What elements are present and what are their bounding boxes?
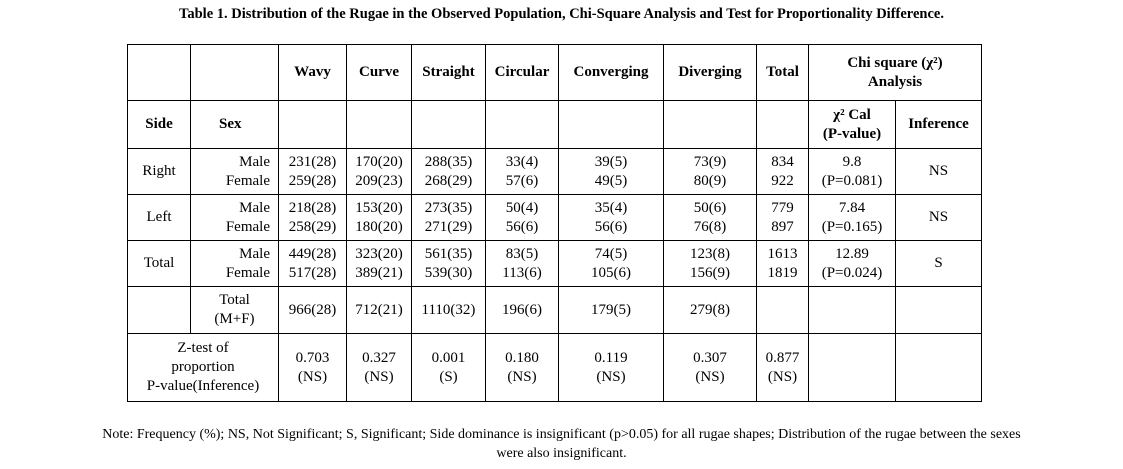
empty-cell xyxy=(128,287,191,334)
header-row-side xyxy=(128,101,982,149)
col-header-chi-square xyxy=(809,45,982,101)
group-row-left xyxy=(128,195,982,241)
table-caption: Table 1. Distribution of the Rugae in the Observed Population, Chi-Square Analysis and Test for Proportionality Difference. xyxy=(179,6,944,22)
male-value: 74(5) xyxy=(594,245,628,262)
chi-cell xyxy=(809,241,896,287)
total-mf-value: 279(8) xyxy=(664,287,757,334)
empty-cell xyxy=(664,101,757,149)
female-value: 209(23) xyxy=(355,172,403,189)
sex-female: Female xyxy=(225,172,270,189)
chi-cal-line1: χ² Cal xyxy=(833,106,871,123)
ztest-label-line3: P-value(Inference) xyxy=(146,378,260,394)
value-cell xyxy=(664,149,757,195)
p-value: (P=0.165) xyxy=(821,218,883,235)
female-value: 105(6) xyxy=(591,264,631,281)
empty-cell xyxy=(896,287,982,334)
female-value: 268(29) xyxy=(424,172,473,189)
female-value: 1819 xyxy=(767,264,798,281)
ztest-p: 0.180 xyxy=(505,349,539,366)
header-row-shapes xyxy=(128,45,982,101)
empty-cell xyxy=(191,45,279,101)
female-value: 389(21) xyxy=(355,264,403,281)
male-value: 170(20) xyxy=(355,153,403,170)
value-cell xyxy=(347,195,412,241)
col-header-curve: Curve xyxy=(347,45,412,101)
ztest-label xyxy=(128,334,279,402)
col-header-sex: Sex xyxy=(191,101,279,149)
value-cell xyxy=(412,241,486,287)
female-value: 259(28) xyxy=(288,172,337,189)
female-value: 922 xyxy=(771,172,794,189)
female-value: 56(6) xyxy=(594,218,628,235)
empty-cell xyxy=(896,334,982,402)
ztest-row xyxy=(128,334,982,402)
chi-value: 7.84 xyxy=(838,199,866,216)
inference-cell: NS xyxy=(896,195,982,241)
value-cell xyxy=(412,195,486,241)
sex-male: Male xyxy=(239,153,270,170)
empty-cell xyxy=(809,287,896,334)
ztest-p: 0.119 xyxy=(594,349,628,366)
male-value: 561(35) xyxy=(424,245,473,262)
sex-male: Male xyxy=(239,245,270,262)
chi-value: 9.8 xyxy=(842,153,862,170)
empty-cell xyxy=(757,101,809,149)
value-cell xyxy=(559,195,664,241)
ztest-value xyxy=(347,334,412,402)
inference-cell: NS xyxy=(896,149,982,195)
side-label: Total xyxy=(128,241,191,287)
empty-cell xyxy=(559,101,664,149)
sex-cell xyxy=(191,195,279,241)
total-mf-row xyxy=(128,287,982,334)
empty-cell xyxy=(412,101,486,149)
rugae-table xyxy=(127,44,982,402)
ztest-value xyxy=(664,334,757,402)
empty-cell xyxy=(347,101,412,149)
total-mf-label-line2: (M+F) xyxy=(214,311,255,327)
ztest-inference: (NS) xyxy=(695,368,725,385)
female-value: 258(29) xyxy=(288,218,337,235)
male-value: 50(6) xyxy=(693,199,727,216)
chi-cell xyxy=(809,195,896,241)
value-cell xyxy=(757,149,809,195)
female-value: 517(28) xyxy=(288,264,337,281)
sex-female: Female xyxy=(225,264,270,281)
ztest-p: 0.877 xyxy=(765,349,800,366)
male-value: 83(5) xyxy=(505,245,539,262)
male-value: 39(5) xyxy=(594,153,628,170)
value-cell xyxy=(486,241,559,287)
male-value: 50(4) xyxy=(505,199,539,216)
value-cell xyxy=(664,241,757,287)
group-row-total xyxy=(128,241,982,287)
ztest-p: 0.327 xyxy=(362,349,396,366)
male-value: 834 xyxy=(771,153,794,170)
value-cell xyxy=(757,241,809,287)
male-value: 218(28) xyxy=(288,199,337,216)
ztest-value xyxy=(559,334,664,402)
ztest-inference: (NS) xyxy=(364,368,394,385)
chi-value: 12.89 xyxy=(835,245,869,262)
value-cell xyxy=(559,241,664,287)
note-line1: Note: Frequency (%); NS, Not Significant; S, Significant; Side dominance is insignificant (p>0.05) for all rugae shapes; Distribution of the rugae between the sexes xyxy=(102,427,1021,442)
table-note xyxy=(0,425,1123,463)
female-value: 113(6) xyxy=(502,264,542,281)
value-cell xyxy=(757,195,809,241)
ztest-p: 0.001 xyxy=(431,349,466,366)
female-value: 539(30) xyxy=(424,264,473,281)
value-cell xyxy=(347,149,412,195)
value-cell xyxy=(486,195,559,241)
female-value: 180(20) xyxy=(355,218,403,235)
male-value: 35(4) xyxy=(594,199,628,216)
value-cell xyxy=(347,241,412,287)
col-header-chi-cal xyxy=(809,101,896,149)
col-header-inference: Inference xyxy=(896,101,982,149)
ztest-value xyxy=(486,334,559,402)
male-value: 231(28) xyxy=(288,153,337,170)
ztest-p: 0.703 xyxy=(295,349,330,366)
male-value: 288(35) xyxy=(424,153,473,170)
sex-male: Male xyxy=(239,199,270,216)
sex-female: Female xyxy=(225,218,270,235)
female-value: 49(5) xyxy=(594,172,628,189)
male-value: 273(35) xyxy=(424,199,473,216)
col-header-side: Side xyxy=(128,101,191,149)
total-mf-value: 196(6) xyxy=(486,287,559,334)
female-value: 156(9) xyxy=(690,264,730,281)
ztest-inference: (NS) xyxy=(297,368,328,385)
ztest-value xyxy=(412,334,486,402)
male-value: 153(20) xyxy=(355,199,403,216)
female-value: 80(9) xyxy=(693,172,727,189)
ztest-inference: (S) xyxy=(439,368,458,385)
chi-title-line1: Chi square (χ²) xyxy=(847,54,943,71)
male-value: 123(8) xyxy=(690,245,730,262)
value-cell xyxy=(559,149,664,195)
ztest-value xyxy=(279,334,347,402)
value-cell xyxy=(279,149,347,195)
female-value: 57(6) xyxy=(505,172,539,189)
side-label: Right xyxy=(128,149,191,195)
col-header-converging: Converging xyxy=(559,45,664,101)
col-header-diverging: Diverging xyxy=(664,45,757,101)
value-cell xyxy=(279,241,347,287)
value-cell xyxy=(279,195,347,241)
ztest-p: 0.307 xyxy=(693,349,727,366)
col-header-wavy: Wavy xyxy=(279,45,347,101)
sex-cell xyxy=(191,241,279,287)
note-line2: were also insignificant. xyxy=(496,446,627,461)
chi-cell xyxy=(809,149,896,195)
value-cell xyxy=(486,149,559,195)
male-value: 73(9) xyxy=(693,153,727,170)
female-value: 271(29) xyxy=(424,218,473,235)
ztest-label-line2: proportion xyxy=(171,359,235,375)
empty-cell xyxy=(809,334,896,402)
side-label: Left xyxy=(128,195,191,241)
empty-cell xyxy=(279,101,347,149)
value-cell xyxy=(412,149,486,195)
col-header-circular: Circular xyxy=(486,45,559,101)
col-header-straight: Straight xyxy=(412,45,486,101)
empty-cell xyxy=(486,101,559,149)
total-mf-label-line1: Total xyxy=(219,292,250,308)
p-value: (P=0.081) xyxy=(821,172,883,189)
ztest-inference: (NS) xyxy=(767,368,798,385)
total-mf-value: 179(5) xyxy=(559,287,664,334)
male-value: 323(20) xyxy=(355,245,403,262)
total-mf-value: 1110(32) xyxy=(412,287,486,334)
sex-cell xyxy=(191,149,279,195)
chi-cal-line2: (P-value) xyxy=(822,125,882,142)
col-header-total: Total xyxy=(757,45,809,101)
value-cell xyxy=(664,195,757,241)
ztest-inference: (NS) xyxy=(596,368,626,385)
empty-cell xyxy=(757,287,809,334)
male-value: 1613 xyxy=(767,245,798,262)
female-value: 76(8) xyxy=(693,218,727,235)
total-mf-value: 712(21) xyxy=(347,287,412,334)
female-value: 56(6) xyxy=(505,218,539,235)
p-value: (P=0.024) xyxy=(821,264,883,281)
male-value: 33(4) xyxy=(505,153,539,170)
inference-cell: S xyxy=(896,241,982,287)
total-mf-value: 966(28) xyxy=(279,287,347,334)
ztest-inference: (NS) xyxy=(507,368,537,385)
male-value: 779 xyxy=(771,199,794,216)
ztest-value xyxy=(757,334,809,402)
ztest-label-line1: Z-test of xyxy=(177,340,229,356)
empty-cell xyxy=(128,45,191,101)
chi-title-line2: Analysis xyxy=(867,73,923,90)
male-value: 449(28) xyxy=(288,245,337,262)
female-value: 897 xyxy=(771,218,794,235)
group-row-right xyxy=(128,149,982,195)
total-mf-label xyxy=(191,287,279,334)
